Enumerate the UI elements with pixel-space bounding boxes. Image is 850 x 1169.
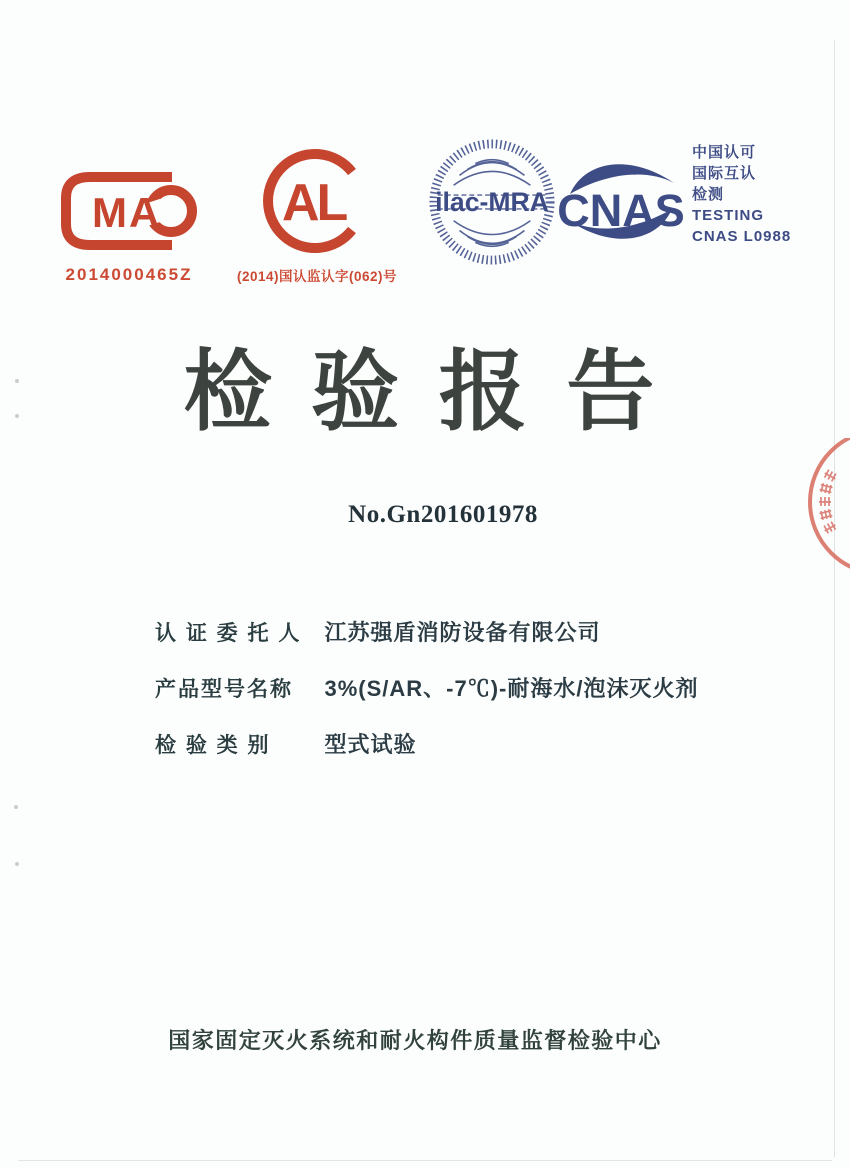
field-row-inspection-type [155, 728, 775, 762]
cal-logo-icon [252, 148, 382, 258]
cnas-logo-icon [556, 150, 686, 254]
field-value-product-model: 3%(S/AR、-7℃)-耐海水/泡沫灭火剂 [324, 676, 699, 701]
red-seal-icon [788, 438, 850, 570]
red-seal-characters [819, 469, 838, 535]
report-number: No.Gn201601978 [348, 501, 538, 528]
scan-edge-line-bottom [18, 1160, 832, 1161]
accreditation-line: 检测 [692, 186, 725, 203]
accreditation-text-block [692, 142, 842, 247]
field-label-product-model: 产品型号名称 [155, 677, 293, 701]
page-title: 检验报告 [183, 342, 694, 441]
cnas-logo-block [556, 150, 686, 259]
ilac-mra-logo-icon [428, 136, 556, 268]
field-row-client [155, 616, 775, 650]
cal-code: (2014)国认监认字(062)号 [236, 269, 398, 284]
field-row-product-model [155, 672, 775, 706]
accreditation-line: 中国认可 [692, 144, 757, 161]
accreditation-line: TESTING [692, 207, 765, 224]
report-fields [155, 616, 775, 784]
cnas-letters: CNAS [557, 185, 685, 236]
field-label-client: 认 证 委 托 人 [155, 621, 302, 645]
red-seal-stamp-partial [788, 438, 850, 570]
scan-speck [14, 805, 18, 809]
cma-logo-icon [56, 166, 202, 256]
ilac-mra-logo-block [428, 136, 556, 273]
cal-logo-block [232, 148, 402, 285]
accreditation-line: 国际互认 [692, 165, 757, 182]
field-value-client: 江苏强盾消防设备有限公司 [324, 620, 601, 645]
cma-logo-block [56, 166, 202, 285]
field-label-inspection-type: 检 验 类 别 [155, 733, 271, 757]
scan-speck [15, 862, 19, 866]
cma-letters: MA [92, 189, 162, 236]
cma-code: 2014000465Z [65, 265, 193, 284]
footer-organization: 国家固定灭火系统和耐火构件质量监督检验中心 [168, 1028, 662, 1053]
field-value-inspection-type: 型式试验 [324, 732, 417, 757]
accreditation-line: CNAS L0988 [692, 228, 792, 245]
ilac-mra-letters: ilac-MRA [435, 186, 549, 217]
cal-letters: AL [282, 174, 346, 232]
